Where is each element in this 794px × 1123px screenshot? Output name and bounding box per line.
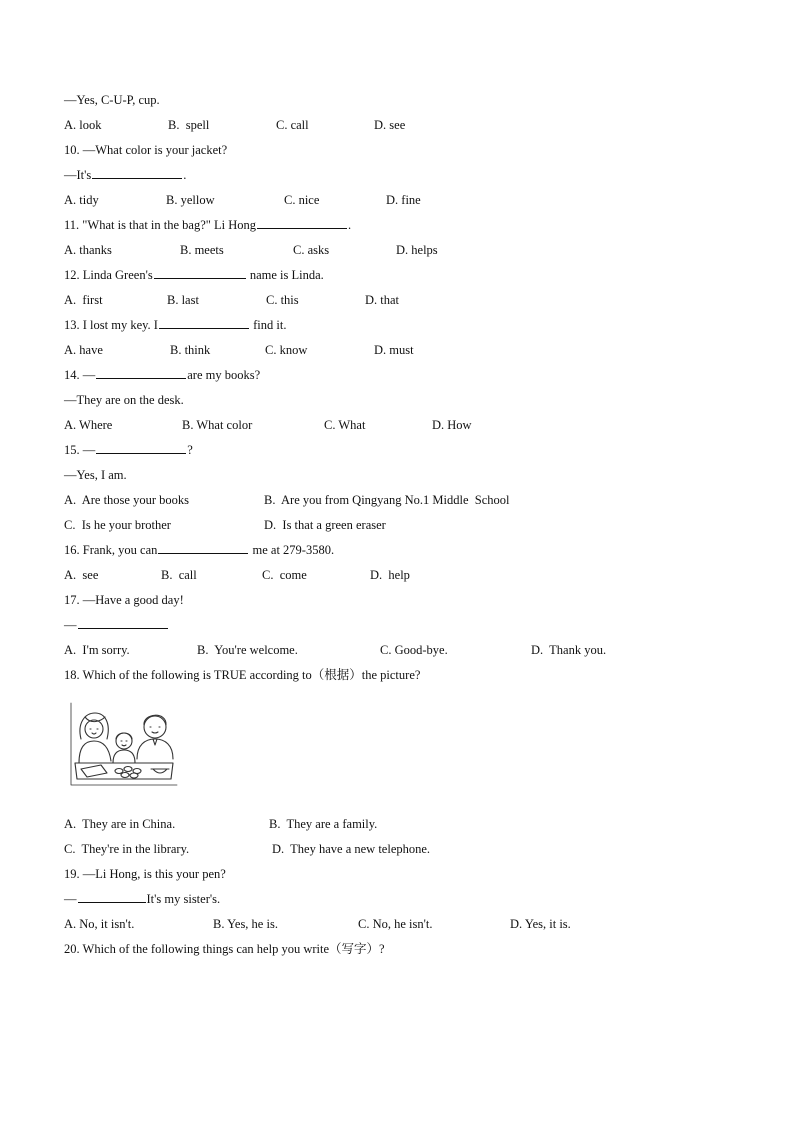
q19-answer-line: — It's my sister's.	[64, 892, 221, 906]
q19-option-d[interactable]: D. Yes, it is.	[510, 917, 571, 931]
q12-option-b[interactable]: B. last	[167, 293, 199, 307]
family-picture	[67, 699, 181, 789]
q16-option-d[interactable]: D. help	[370, 568, 410, 582]
q17-answer-line: —	[64, 617, 169, 633]
q16-stem: 16. Frank, you can me at 279-3580.	[64, 543, 335, 557]
q18-option-d[interactable]: D. They have a new telephone.	[272, 842, 431, 856]
q15-option-a[interactable]: A. Are those your books	[64, 493, 189, 507]
q17-option-d[interactable]: D. Thank you.	[531, 643, 607, 657]
q13-stem: 13. I lost my key. I find it.	[64, 318, 287, 332]
q12-option-d[interactable]: D. that	[365, 293, 400, 307]
q16-option-b[interactable]: B. call	[161, 568, 197, 582]
q16-blank[interactable]	[158, 542, 248, 554]
q11-blank[interactable]	[257, 217, 347, 229]
q17-stem: 17. —Have a good day!	[64, 593, 184, 607]
q20-stem: 20. Which of the following things can help you write（写字）?	[64, 942, 385, 956]
q15-option-c[interactable]: C. Is he your brother	[64, 518, 171, 532]
q13-option-c[interactable]: C. know	[265, 343, 308, 357]
q16-option-a[interactable]: A. see	[64, 568, 99, 582]
q17-option-a[interactable]: A. I'm sorry.	[64, 643, 130, 657]
q12-blank[interactable]	[154, 267, 246, 279]
q9-option-b[interactable]: B. spell	[168, 118, 210, 132]
q11-option-c[interactable]: C. asks	[293, 243, 330, 257]
q12-option-c[interactable]: C. this	[266, 293, 299, 307]
q19-option-c[interactable]: C. No, he isn't.	[358, 917, 433, 931]
mother-figure	[80, 713, 108, 739]
q18-stem: 18. Which of the following is TRUE according to（根据）the picture?	[64, 668, 421, 682]
q15-stem: 15. — ?	[64, 443, 193, 457]
q14-option-b[interactable]: B. What color	[182, 418, 253, 432]
q18-option-b[interactable]: B. They are a family.	[269, 817, 378, 831]
q19-stem: 19. —Li Hong, is this your pen?	[64, 867, 226, 881]
q11-option-a[interactable]: A. thanks	[64, 243, 112, 257]
q18-option-a[interactable]: A. They are in China.	[64, 817, 176, 831]
q15-reply: —Yes, I am.	[64, 468, 127, 482]
q18-option-c[interactable]: C. They're in the library.	[64, 842, 190, 856]
q19-option-a[interactable]: A. No, it isn't.	[64, 917, 135, 931]
q19-blank[interactable]	[78, 891, 146, 903]
q13-option-b[interactable]: B. think	[170, 343, 211, 357]
q9-option-d[interactable]: D. see	[374, 118, 406, 132]
q17-blank[interactable]	[78, 617, 168, 629]
q12-option-a[interactable]: A. first	[64, 293, 103, 307]
q10-answer-line: —It's .	[64, 168, 187, 182]
q10-blank[interactable]	[92, 167, 182, 179]
q14-blank[interactable]	[96, 367, 186, 379]
father-figure	[144, 716, 166, 738]
q9-option-c[interactable]: C. call	[276, 118, 309, 132]
child-figure	[116, 733, 132, 749]
q15-blank[interactable]	[96, 442, 186, 454]
q19-option-b[interactable]: B. Yes, he is.	[213, 917, 278, 931]
q16-option-c[interactable]: C. come	[262, 568, 307, 582]
q13-option-d[interactable]: D. must	[374, 343, 414, 357]
q9-reply: —Yes, C-U-P, cup.	[64, 93, 160, 107]
q12-stem: 12. Linda Green's name is Linda.	[64, 268, 324, 282]
q11-stem: 11. "What is that in the bag?" Li Hong .	[64, 218, 352, 232]
q17-option-c[interactable]: C. Good-bye.	[380, 643, 448, 657]
q10-option-b[interactable]: B. yellow	[166, 193, 215, 207]
q17-option-b[interactable]: B. You're welcome.	[197, 643, 298, 657]
q15-option-d[interactable]: D. Is that a green eraser	[264, 518, 386, 532]
q14-option-d[interactable]: D. How	[432, 418, 472, 432]
q14-stem: 14. — are my books?	[64, 368, 261, 382]
q11-option-b[interactable]: B. meets	[180, 243, 224, 257]
q15-option-b[interactable]: B. Are you from Qingyang No.1 Middle School	[264, 493, 510, 507]
q14-option-c[interactable]: C. What	[324, 418, 366, 432]
q11-option-d[interactable]: D. helps	[396, 243, 438, 257]
q10-option-d[interactable]: D. fine	[386, 193, 421, 207]
q9-option-a[interactable]: A. look	[64, 118, 102, 132]
q13-option-a[interactable]: A. have	[64, 343, 103, 357]
q14-reply: —They are on the desk.	[64, 393, 184, 407]
q10-option-a[interactable]: A. tidy	[64, 193, 99, 207]
q13-blank[interactable]	[159, 317, 249, 329]
q10-option-c[interactable]: C. nice	[284, 193, 320, 207]
q10-stem: 10. —What color is your jacket?	[64, 143, 228, 157]
q14-option-a[interactable]: A. Where	[64, 418, 113, 432]
